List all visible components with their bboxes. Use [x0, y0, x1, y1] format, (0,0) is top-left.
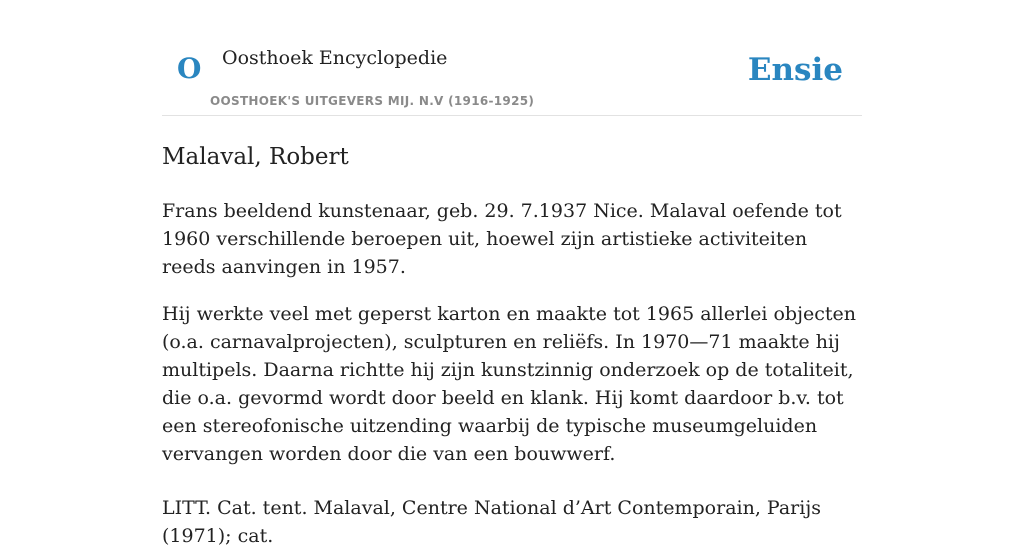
site-subtitle: OOSTHOEK'S UITGEVERS MIJ. N.V (1916-1925) [210, 94, 535, 108]
article-body [162, 197, 862, 550]
article-title: Malaval, Robert [162, 144, 349, 170]
site-header [162, 0, 862, 116]
article-paragraph: Hij werkte veel met geperst karton en maakte tot 1965 allerlei objecten (o.a. carnavalprojecten), sculpturen en reliëfs. In 1970—71 maakte hij multipels. Daarna richtte hij zijn kunstzinnig onderzoek op de totaliteit, die o.a. gevormd wordt door beeld en klank. Hij komt daardoor b.v. tot een stereofonische uitzending waarbij de typische museumgeluiden vervangen worden door die van een bouwwerf. [162, 303, 856, 465]
site-logo[interactable]: O [177, 52, 202, 85]
article-literature: LITT. Cat. tent. Malaval, Centre National d’Art Contemporain, Parijs (1971); cat. [162, 497, 821, 547]
page [162, 0, 862, 547]
brand-logo[interactable]: Ensie [747, 52, 843, 88]
article [162, 141, 862, 550]
site-title[interactable]: Oosthoek Encyclopedie [222, 47, 448, 69]
article-paragraph: Frans beeldend kunstenaar, geb. 29. 7.1937 Nice. Malaval oefende tot 1960 verschillende beroepen uit, hoewel zijn artistieke activiteiten reeds aanvingen in 1957. [162, 200, 842, 278]
